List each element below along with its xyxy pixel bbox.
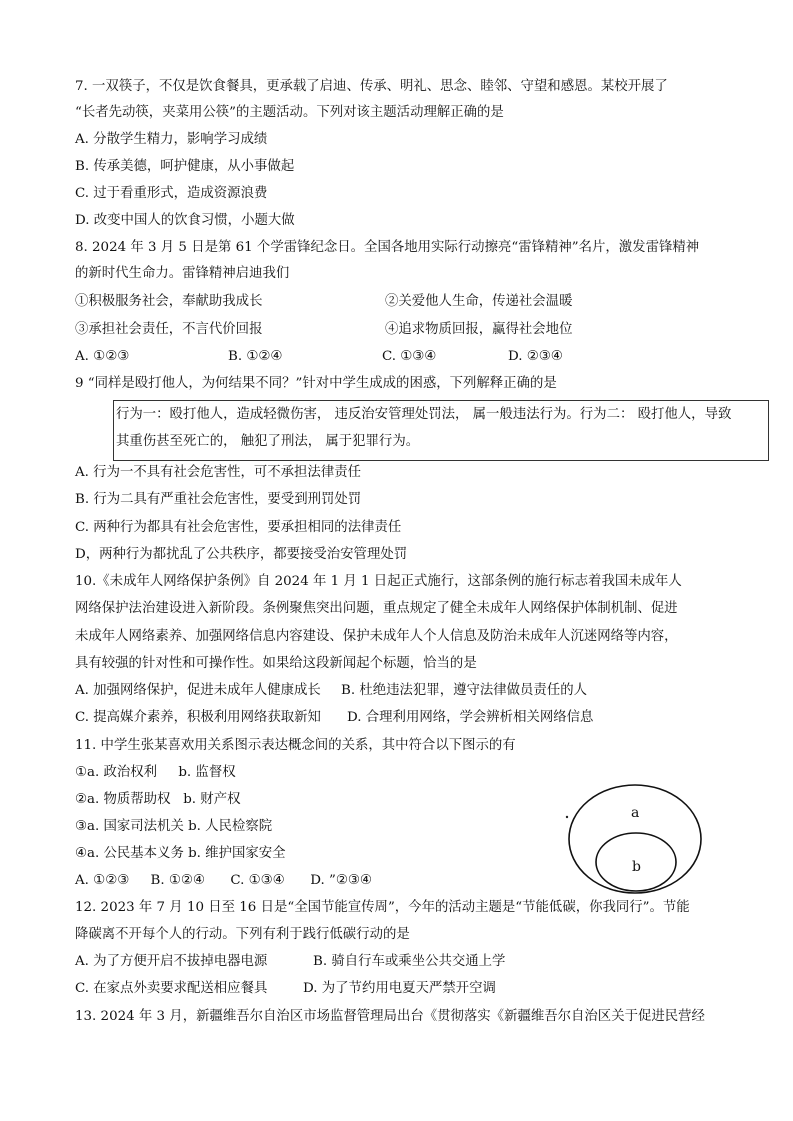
venn-label-a: a bbox=[631, 805, 640, 821]
q8-stem-line1: 8. 2024 年 3 月 5 日是第 61 个学雷锋纪念日。全国各地用实际行动擦亮“雷锋精神”名片，激发雷锋精神 bbox=[75, 240, 700, 255]
q11-statement-4: ④a. 公民基本义务 b. 维护国家安全 bbox=[75, 846, 286, 861]
q10-stem-line1: 10.《未成年人网络保护条例》自 2024 年 1 月 1 日起正式施行，这部条例的施行标志着我国未成年人 bbox=[75, 574, 682, 589]
q12-option-a: A. 为了方便开启不拔掉电器电源 bbox=[75, 954, 268, 969]
q9-box-line2: 其重伤甚至死亡的， 触犯了刑法， 属于犯罪行为。 bbox=[116, 434, 420, 449]
q8-option-b: B. ①②④ bbox=[228, 349, 283, 364]
q10-stem-line4: 具有较强的针对性和可操作性。如果给这段新闻起个标题，恰当的是 bbox=[75, 656, 477, 671]
q9-option-c: C. 两种行为都具有社会危害性，要承担相同的法律责任 bbox=[75, 520, 402, 535]
q11-venn-diagram bbox=[560, 783, 720, 895]
q10-options-ab bbox=[75, 681, 587, 701]
q12-option-c: C. 在家点外卖要求配送相应餐具 bbox=[75, 981, 268, 996]
venn-stray-dot bbox=[566, 816, 568, 818]
q9-option-b: B. 行为二具有严重社会危害性，要受到刑罚处罚 bbox=[75, 492, 362, 507]
q7-option-d: D. 改变中国人的饮食习惯，小题大做 bbox=[75, 213, 295, 228]
q10-options-cd bbox=[75, 708, 593, 728]
q8-option-c: C. ①③④ bbox=[382, 349, 437, 364]
q10-stem-line2: 网络保护法治建设进入新阶段。条例聚焦突出问题，重点规定了健全未成年人网络保护体制机制、促进 bbox=[75, 601, 678, 616]
q9-option-d: D，两种行为都扰乱了公共秩序，都要接受治安管理处罚 bbox=[75, 547, 408, 562]
q13-stem-line1: 13. 2024 年 3 月，新疆维吾尔自治区市场监督管理局出台《贯彻落实《新疆维吾尔自治区关于促进民营经 bbox=[75, 1009, 705, 1024]
q7-option-a: A. 分散学生精力，影响学习成绩 bbox=[75, 132, 268, 147]
q10-option-b: B. 杜绝违法犯罪，遵守法律做员责任的人 bbox=[341, 683, 587, 698]
q8-statement-1: ①积极服务社会，奉献助我成长 bbox=[75, 294, 263, 309]
q12-option-b: B. 骑自行车或乘坐公共交通上学 bbox=[313, 954, 506, 969]
q12-options-ab bbox=[75, 952, 505, 972]
q7-stem-line1: 7. 一双筷子，不仅是饮食餐具，更承载了启迪、传承、明礼、思念、睦邻、守望和感恩。某校开展了 bbox=[75, 79, 668, 94]
venn-outer-circle bbox=[569, 785, 701, 893]
q11-options: A. ①②③ B. ①②④ C. ①③④ D. ”②③④ bbox=[75, 873, 372, 888]
q10-option-d: D. 合理利用网络，学会辨析相关网络信息 bbox=[347, 710, 594, 725]
q8-statement-2: ②关爱他人生命，传递社会温暖 bbox=[385, 294, 573, 309]
q8-stem-line2: 的新时代生命力。雷锋精神启迪我们 bbox=[75, 266, 290, 281]
q11-statement-1: ①a. 政治权利 b. 监督权 bbox=[75, 765, 236, 780]
q8-option-d: D. ②③④ bbox=[508, 349, 563, 364]
q11-statement-3: ③a. 国家司法机关 b. 人民检察院 bbox=[75, 819, 273, 834]
q12-option-d: D. 为了节约用电夏天严禁开空调 bbox=[303, 981, 496, 996]
q11-stem: 11. 中学生张某喜欢用关系图示表达概念间的关系，其中符合以下图示的有 bbox=[75, 738, 516, 753]
q8-option-a: A. ①②③ bbox=[75, 349, 130, 364]
q7-stem-line2: “长者先动筷，夹菜用公筷”的主题活动。下列对该主题活动理解正确的是 bbox=[75, 105, 504, 120]
q10-option-c: C. 提高媒介素养，积极利用网络获取新知 bbox=[75, 710, 321, 725]
venn-label-b: b bbox=[632, 859, 641, 875]
q8-statement-4: ④追求物质回报，赢得社会地位 bbox=[385, 322, 573, 337]
q9-stem: 9 “同样是殴打他人，为何结果不同？”针对中学生成成的困惑，下列解释正确的是 bbox=[75, 376, 557, 391]
q9-option-a: A. 行为一不具有社会危害性，可不承担法律责任 bbox=[75, 465, 361, 480]
q7-option-b: B. 传承美德，呵护健康，从小事做起 bbox=[75, 159, 295, 174]
q8-options bbox=[75, 347, 563, 367]
q9-material-box bbox=[113, 400, 769, 461]
q7-option-c: C. 过于看重形式，造成资源浪费 bbox=[75, 186, 268, 201]
q9-box-line1: 行为一：殴打他人，造成轻微伤害， 违反治安管理处罚法， 属一般违法行为。行为二： 殴打他人，导致 bbox=[116, 407, 732, 422]
q10-stem-line3: 未成年人网络素养、加强网络信息内容建设、保护未成年人个人信息及防治未成年人沉迷网络等内容， bbox=[75, 629, 678, 644]
q12-stem-line2: 降碳离不开每个人的行动。下列有利于践行低碳行动的是 bbox=[75, 927, 410, 942]
q11-statement-2: ②a. 物质帮助权 b. 财产权 bbox=[75, 792, 241, 807]
q8-statement-3: ③承担社会责任，不言代价回报 bbox=[75, 322, 263, 337]
q12-options-cd bbox=[75, 979, 496, 999]
q12-stem-line1: 12. 2023 年 7 月 10 日至 16 日是“全国节能宣传周”，今年的活动主题是“节能低碳，你我同行”。节能 bbox=[75, 900, 690, 915]
q10-option-a: A. 加强网络保护，促进未成年人健康成长 bbox=[75, 683, 321, 698]
